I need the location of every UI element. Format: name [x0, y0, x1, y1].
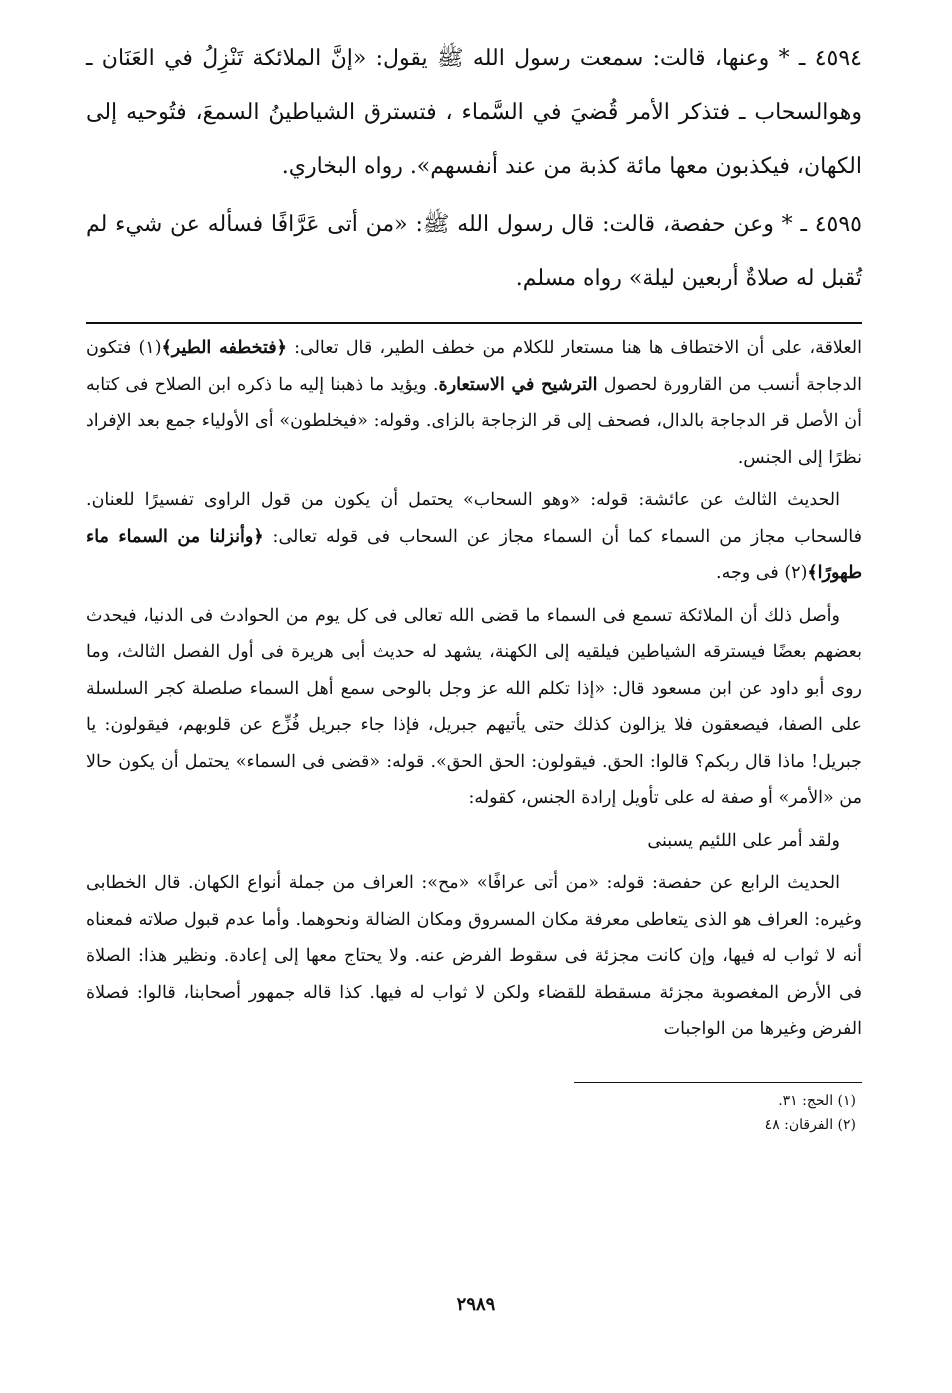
hadith-section: [86, 32, 862, 306]
text-run: الحديث الرابع عن حفصة: قوله: «من أتى عرافًا» «مح»: العراف من جملة أنواع الكهان. قال الخطابى وغيره: العراف هو الذى يتعاطى معرفة مكان المسروق ومكان الضالة ونحوهما. وأما عدم قبول صلاته فمعناه أنه لا ثواب له فيها، وإن كانت مجزئة فى سقوط الفرض عنه. ولا يحتاج معها إلى إعادة. ونظير هذا: الصلاة فى الأرض المغصوبة مجزئة مسقطة للقضاء ولكن لا ثواب له فيها. كذا قاله جمهور أصحابنا، قالوا: فصلاة الفرض وغيرها من الواجبات: [86, 873, 862, 1039]
quran-quote: ﴿فتخطفه الطير﴾: [161, 338, 287, 358]
hadith-4594: ٤٥٩٤ ـ * وعنها، قالت: سمعت رسول الله ﷺ يقول: «إنَّ الملائكة تَنْزِلُ في العَنَان ـ وهوالسحاب ـ فتذكر الأمر قُضيَ في السَّماء ، فتسترق الشياطينُ السمعَ، فتُوحيه إلى الكهان، فيكذبون معها مائة كذبة من عند أنفسهم». رواه البخاري.: [86, 46, 862, 179]
commentary-section-2: [86, 865, 862, 1048]
commentary-paragraph: [86, 598, 862, 817]
main-divider: [86, 322, 862, 324]
commentary-paragraph: [86, 482, 862, 592]
footnotes: [86, 1089, 862, 1137]
footnote-1: (١) الحج: ٣١.: [778, 1092, 856, 1109]
commentary-paragraph: [86, 330, 862, 476]
poetry-verse: ولقد أمر على اللئيم يسبنى: [647, 830, 840, 851]
text-run: الحديث الثالث عن عائشة: قوله: «وهو السحاب» يحتمل أن يكون من قول الراوى تفسيرًا للعنان. فالسحاب مجاز من السماء كما أن السماء مجاز عن السحاب فى قوله تعالى:: [86, 490, 863, 547]
text-run: (٢) فى وجه.: [716, 563, 808, 583]
footnote-2: (٢) الفرقان: ٤٨: [764, 1116, 856, 1133]
text-run: . ويؤيد ما ذهبنا إليه ما ذكره ابن الصلاح فى كتابه أن الأصل قر الدجاجة بالدال، فصحف إلى قر الزجاجة بالزاى. وقوله: «فيخلطون» أى الأولياء جمع بعد الإفراد نظرًا إلى الجنس.: [86, 374, 862, 468]
text-run: وأصل ذلك أن الملائكة تسمع فى السماء ما قضى الله تعالى فى كل يوم من الحوادث فى الدنيا، فيحدث بعضهم بعضًا فيسترقه الشياطين فيلقيه إلى الكهنة، يشهد له حديث أبى هريرة فى أول الفصل الثالث، وما روى أبو داود عن ابن مسعود قال: «إذا تكلم الله عز وجل بالوحى سمع أهل السماء صلصلة كجر السلسلة على الصفا، فيصعقون فلا يزالون كذلك حتى يأتيهم جبريل، فإذا جاء جبريل فُزِّع عن قلوبهم، فيقولون: يا جبريل! ماذا قال ربكم؟ قالوا: الحق. فيقولون: الحق الحق». قوله: «قضى فى السماء» يحتمل أن يكون حالا من «الأمر» أو صفة له على تأويل إرادة الجنس، كقوله:: [86, 605, 862, 808]
page-body: [86, 32, 862, 1137]
hadith-4595: ٤٥٩٥ ـ * وعن حفصة، قالت: قال رسول الله ﷺ: «من أتى عَرَّافًا فسأله عن شيء لم تُقبل له صلاةٌ أربعين ليلة» رواه مسلم.: [86, 212, 862, 291]
commentary-paragraph: [86, 865, 862, 1048]
text-run: (١) فتكون الدجاجة أنسب من القارورة لحصول: [86, 338, 862, 395]
quran-quote: ﴿وأنزلنا من السماء ماء طهورًا﴾: [86, 526, 862, 583]
text-run: العلاقة، على أن الاختطاف ها هنا مستعار للكلام من خطف الطير، قال تعالى:: [286, 338, 863, 358]
footnote-divider: [574, 1082, 862, 1083]
quran-quote: الترشيح في الاستعارة: [438, 374, 598, 395]
commentary-section: [86, 330, 862, 817]
page-number: ٢٩٨٩: [456, 1294, 496, 1315]
